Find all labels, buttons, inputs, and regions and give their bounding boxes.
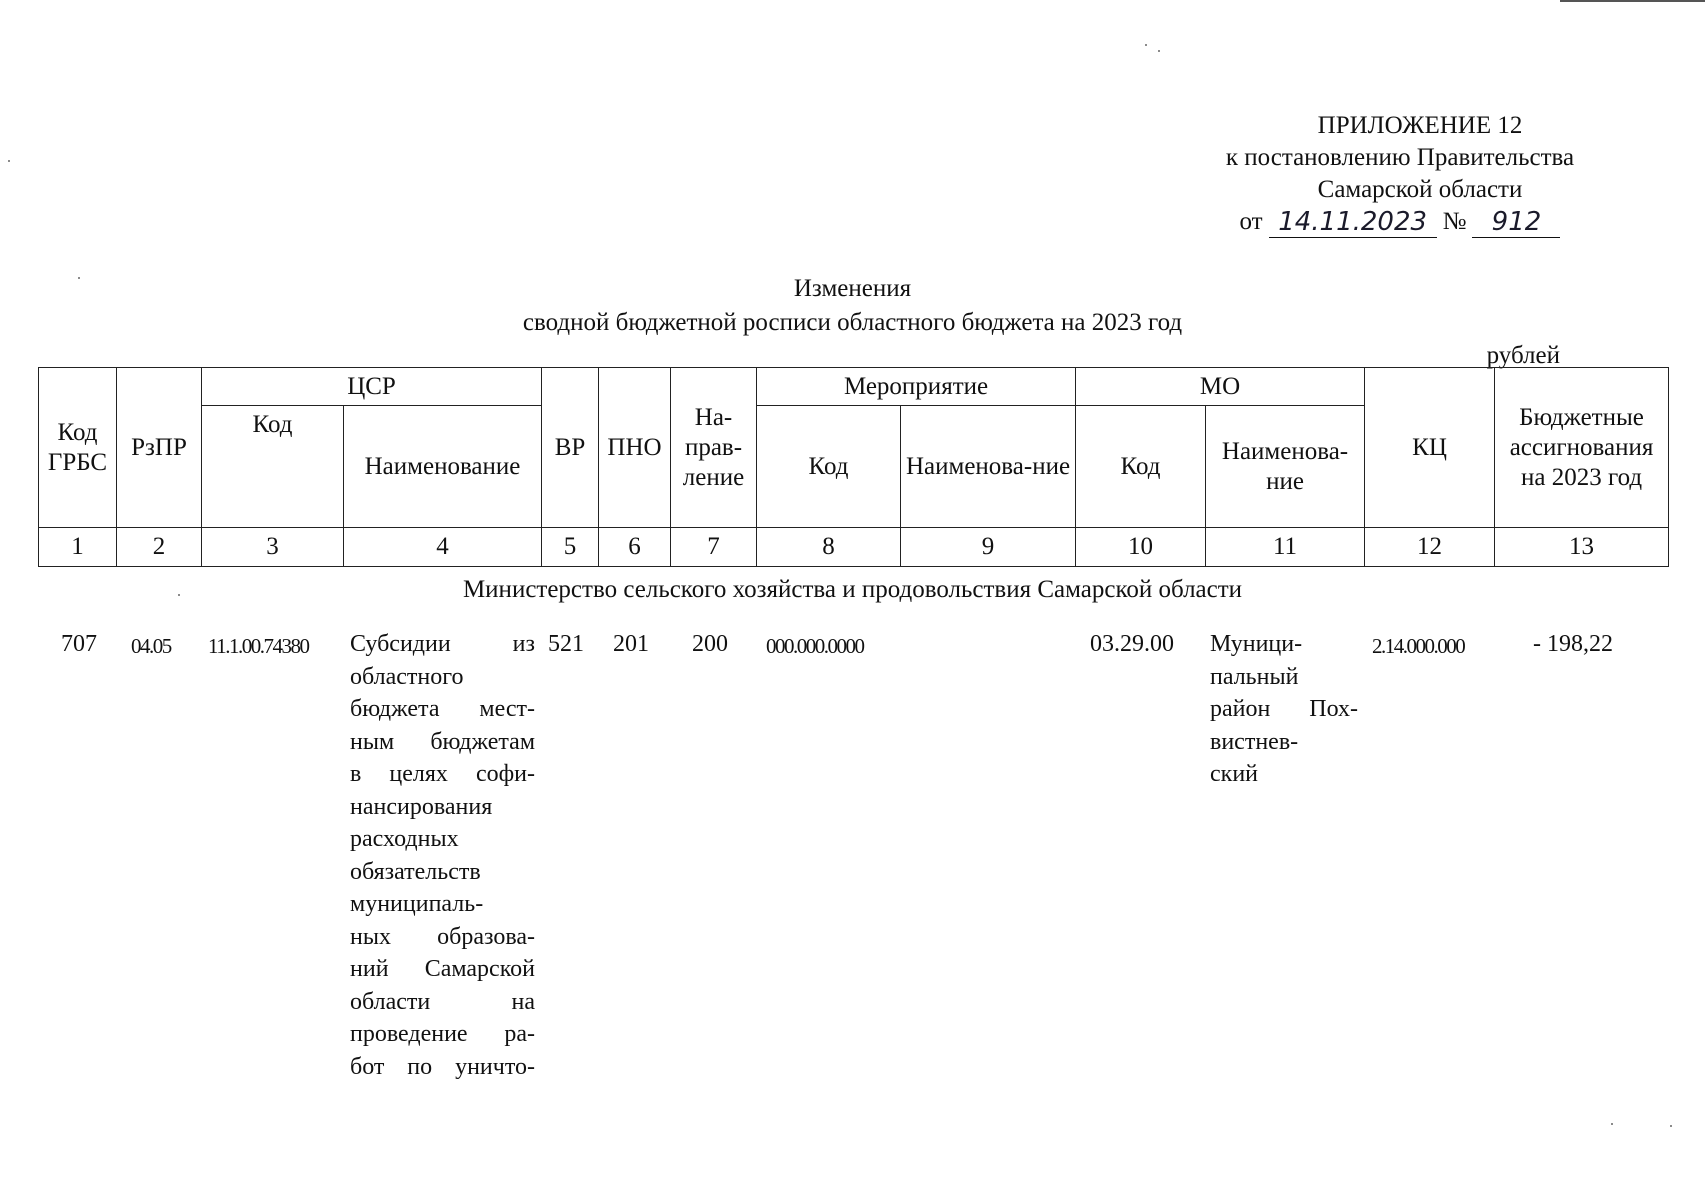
units-label: рублей bbox=[1486, 342, 1560, 369]
csr-name-line: проведение ра- bbox=[350, 1021, 535, 1047]
header-mer-kod: Код bbox=[757, 406, 901, 528]
cell-pno: 201 bbox=[613, 631, 649, 657]
header-mo-name: Наименова-ние bbox=[1206, 406, 1365, 528]
header-vr: ВР bbox=[542, 368, 599, 528]
column-number: 3 bbox=[202, 528, 344, 567]
appendix-title: ПРИЛОЖЕНИЕ 12 bbox=[1317, 112, 1523, 139]
header-rzpr: РзПР bbox=[117, 368, 202, 528]
cell-grbs: 707 bbox=[61, 631, 97, 657]
csr-name-line: расходных bbox=[350, 826, 459, 852]
column-number: 6 bbox=[599, 528, 671, 567]
csr-name-line: бот по уничто- bbox=[350, 1053, 535, 1080]
appendix-line-2: к постановлению Правительства bbox=[1225, 144, 1575, 171]
cell-csr-code: 11.1.00.74380 bbox=[208, 634, 309, 658]
header-mo-kod: Код bbox=[1076, 406, 1206, 528]
mo-name-line: Муници- bbox=[1210, 631, 1303, 657]
csr-name-line: ний Самарской bbox=[350, 956, 535, 982]
column-number: 8 bbox=[757, 528, 901, 567]
column-number: 4 bbox=[344, 528, 542, 567]
cell-napravlenie: 200 bbox=[692, 631, 728, 657]
mo-name-line: ский bbox=[1210, 761, 1258, 787]
csr-name-line: Субсидии из bbox=[350, 631, 535, 657]
appendix-date-line bbox=[1185, 206, 1615, 238]
header-budget: Бюджетные ассигнования на 2023 год bbox=[1495, 368, 1669, 528]
scan-speck bbox=[8, 160, 10, 162]
csr-name-line: нансирования bbox=[350, 793, 493, 820]
column-number: 11 bbox=[1206, 528, 1365, 567]
header-mer-name: Наименова-ние bbox=[901, 406, 1076, 528]
csr-name-line: ных образова- bbox=[350, 923, 535, 950]
scan-edge-line bbox=[1560, 0, 1705, 2]
csr-name-line: в целях софи- bbox=[350, 761, 535, 787]
header-kod-grbs: Код ГРБС bbox=[39, 368, 117, 528]
scan-speck bbox=[1611, 1123, 1613, 1125]
cell-vr: 521 bbox=[548, 631, 584, 657]
mo-name-line: район Пох- bbox=[1210, 696, 1358, 722]
cell-mo-name bbox=[1210, 628, 1358, 791]
csr-name-line: ным бюджетам bbox=[350, 728, 535, 755]
csr-name-line: обязательств bbox=[350, 858, 481, 885]
column-number: 10 bbox=[1076, 528, 1206, 567]
budget-table-header bbox=[38, 367, 1669, 567]
document-title bbox=[0, 272, 1705, 340]
date-prefix: от bbox=[1239, 208, 1263, 235]
scan-speck bbox=[78, 277, 80, 279]
scan-speck bbox=[178, 594, 180, 596]
document-title-line-2: сводной бюджетной росписи областного бюджета на 2023 год bbox=[522, 309, 1183, 336]
column-number: 7 bbox=[671, 528, 757, 567]
number-sign: № bbox=[1442, 208, 1467, 235]
header-napravlenie: На-прав-ление bbox=[671, 368, 757, 528]
cell-mo-code: 03.29.00 bbox=[1090, 631, 1174, 657]
cell-rzpr: 04.05 bbox=[131, 634, 171, 658]
header-csr-kod: Код bbox=[202, 406, 344, 528]
cell-amount: - 198,22 bbox=[1533, 631, 1613, 657]
document-title-line-1: Изменения bbox=[793, 275, 912, 302]
header-csr-name: Наименование bbox=[344, 406, 542, 528]
scan-speck bbox=[1145, 44, 1147, 46]
scan-speck bbox=[1158, 50, 1160, 52]
scan-speck bbox=[1670, 1125, 1672, 1127]
cell-kc: 2.14.000.000 bbox=[1372, 634, 1465, 658]
handwritten-date: 14.11.2023 bbox=[1269, 207, 1437, 238]
csr-name-line: бюджета мест- bbox=[350, 696, 535, 722]
header-csr: ЦСР bbox=[202, 368, 542, 406]
mo-name-line: вистнев- bbox=[1210, 728, 1299, 755]
csr-name-line: муниципаль- bbox=[350, 891, 484, 917]
column-number: 9 bbox=[901, 528, 1076, 567]
header-mo: МО bbox=[1076, 368, 1365, 406]
header-pno: ПНО bbox=[599, 368, 671, 528]
header-meropriyatie: Мероприятие bbox=[757, 368, 1076, 406]
column-number: 2 bbox=[117, 528, 202, 567]
csr-name-line: областного bbox=[350, 663, 464, 690]
ministry-heading: Министерство сельского хозяйства и продовольствия Самарской области bbox=[462, 576, 1243, 603]
column-number: 5 bbox=[542, 528, 599, 567]
column-number: 1 bbox=[39, 528, 117, 567]
csr-name-line: области на bbox=[350, 988, 535, 1015]
column-number: 12 bbox=[1365, 528, 1495, 567]
cell-mer-code: 000.000.0000 bbox=[766, 634, 864, 658]
mo-name-line: пальный bbox=[1210, 663, 1299, 690]
header-kc: КЦ bbox=[1365, 368, 1495, 528]
cell-csr-name bbox=[350, 628, 535, 1083]
appendix-line-3: Самарской области bbox=[1317, 176, 1523, 203]
appendix-block bbox=[1185, 110, 1615, 238]
handwritten-number: 912 bbox=[1472, 207, 1560, 238]
column-number: 13 bbox=[1495, 528, 1669, 567]
